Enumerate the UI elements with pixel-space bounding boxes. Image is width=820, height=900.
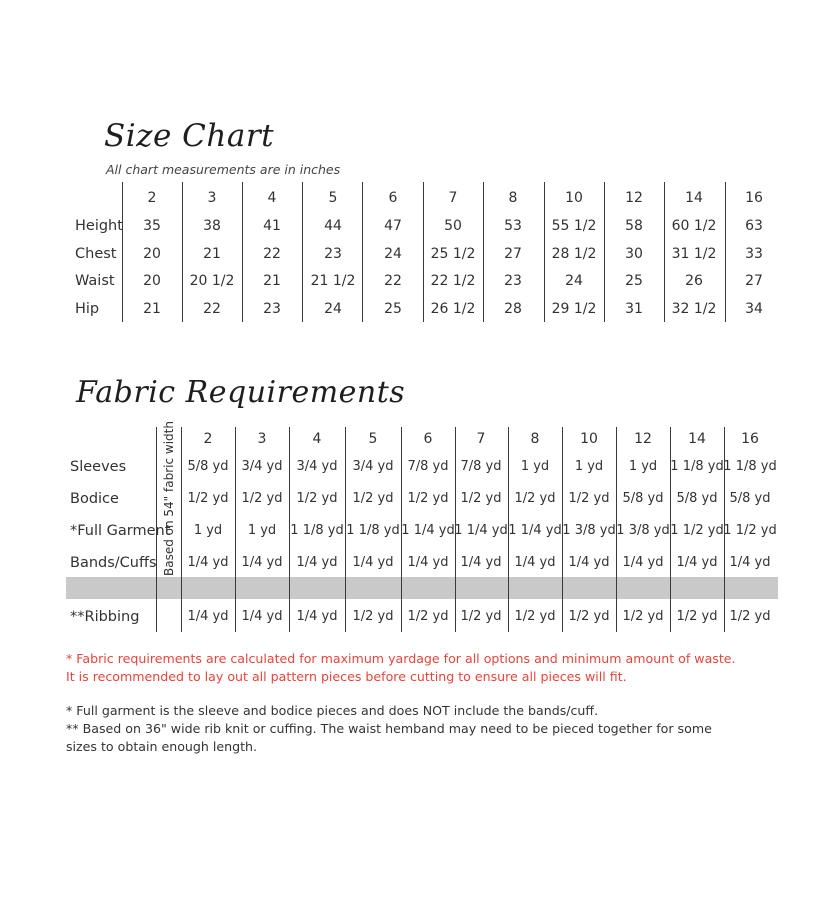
fabric-size-header: 14: [688, 431, 706, 447]
fabric-cell: 1/4 yd: [460, 555, 502, 570]
size-cell: 44: [324, 218, 342, 234]
fabric-size-header: 7: [476, 431, 486, 447]
fabric-calc-note: * Fabric requirements are calculated for maximum yardage for all options and minimum amount of waste. It is recommended to lay out all pattern pieces before cutting to ensure all pieces will fit.: [66, 651, 736, 684]
size-column-divider: [725, 182, 726, 322]
size-cell: 21 1/2: [310, 273, 356, 289]
size-row-label: Chest: [75, 246, 117, 262]
fabric-cell: 5/8 yd: [187, 459, 229, 474]
fabric-cell: 1/4 yd: [568, 555, 610, 570]
fabric-cell: 1 1/8 yd: [723, 459, 777, 474]
fabric-cell: 1/2 yd: [296, 491, 338, 506]
size-cell: 20: [143, 246, 161, 262]
size-cell: 22: [384, 273, 402, 289]
ribbing-cell: 1/4 yd: [187, 609, 229, 624]
size-cell: 28 1/2: [551, 246, 597, 262]
size-row-label: Height: [75, 218, 123, 234]
ribbing-cell: 1/4 yd: [241, 609, 283, 624]
fabric-size-header: 6: [423, 431, 433, 447]
fabric-column-divider: [181, 427, 182, 632]
fabric-cell: 7/8 yd: [460, 459, 502, 474]
fabric-row-label: Sleeves: [70, 459, 127, 475]
size-cell: 28: [504, 301, 522, 317]
fabric-cell: 1 yd: [520, 459, 550, 474]
ribbing-cell: 1/2 yd: [729, 609, 771, 624]
fabric-cell: 1 3/8 yd: [562, 523, 616, 538]
size-cell: 26 1/2: [430, 301, 476, 317]
size-cell: 20: [143, 273, 161, 289]
fabric-cell: 1/4 yd: [296, 555, 338, 570]
size-cell: 29 1/2: [551, 301, 597, 317]
fabric-cell: 1 1/2 yd: [670, 523, 724, 538]
size-cell: 21: [143, 301, 161, 317]
fabric-cell: 1/2 yd: [352, 491, 394, 506]
fabric-cell: 1 yd: [193, 523, 223, 538]
fabric-cell: 1 1/8 yd: [290, 523, 344, 538]
fabric-size-header: 10: [580, 431, 598, 447]
fabric-cell: 7/8 yd: [407, 459, 449, 474]
size-column-divider: [302, 182, 303, 322]
fabric-row-label: Bands/Cuffs: [70, 555, 157, 571]
fabric-size-header: 5: [368, 431, 378, 447]
fabric-cell: 3/4 yd: [296, 459, 338, 474]
fabric-cell: 1 1/2 yd: [723, 523, 777, 538]
ribbing-cell: 1/4 yd: [296, 609, 338, 624]
size-cell: 26: [685, 273, 703, 289]
size-cell: 31 1/2: [671, 246, 717, 262]
fabric-cell: 1 1/4 yd: [454, 523, 508, 538]
size-cell: 50: [444, 218, 462, 234]
size-cell: 20 1/2: [189, 273, 235, 289]
size-cell: 35: [143, 218, 161, 234]
fabric-size-header: 4: [312, 431, 322, 447]
fabric-cell: 1 3/8 yd: [616, 523, 670, 538]
size-cell: 32 1/2: [671, 301, 717, 317]
fabric-cell: 1/2 yd: [241, 491, 283, 506]
size-cell: 24: [324, 301, 342, 317]
fabric-cell: 1 1/8 yd: [670, 459, 724, 474]
size-cell: 55 1/2: [551, 218, 597, 234]
size-cell: 25: [384, 301, 402, 317]
size-cell: 53: [504, 218, 522, 234]
fabric-cell: 5/8 yd: [676, 491, 718, 506]
ribbing-cell: 1/2 yd: [407, 609, 449, 624]
size-header: 5: [328, 190, 338, 206]
fabric-cell: 1/2 yd: [407, 491, 449, 506]
fabric-cell: 1 yd: [247, 523, 277, 538]
size-cell: 24: [384, 246, 402, 262]
full-garment-note: * Full garment is the sleeve and bodice pieces and does NOT include the bands/cuff.: [66, 703, 599, 718]
ribbing-cell: 1/2 yd: [460, 609, 502, 624]
size-column-divider: [242, 182, 243, 322]
size-column-divider: [664, 182, 665, 322]
fabric-cell: 1 yd: [574, 459, 604, 474]
fabric-width-label: Based on 54" fabric width: [162, 421, 176, 576]
size-header: 6: [388, 190, 398, 206]
size-column-divider: [604, 182, 605, 322]
fabric-size-header: 16: [741, 431, 759, 447]
fabric-row-label: *Full Garment: [70, 523, 171, 539]
ribbing-note: ** Based on 36" wide rib knit or cuffing. The waist hemband may need to be pieced together for some sizes to obtain enough length.: [66, 721, 712, 754]
size-cell: 22: [203, 301, 221, 317]
size-row-label: Hip: [75, 301, 100, 317]
size-header: 4: [267, 190, 277, 206]
fabric-cell: 1 1/8 yd: [346, 523, 400, 538]
ribbing-cell: 1/2 yd: [514, 609, 556, 624]
fabric-size-header: 12: [634, 431, 652, 447]
size-cell: 23: [324, 246, 342, 262]
fabric-column-divider: [235, 427, 236, 632]
size-column-divider: [182, 182, 183, 322]
fabric-cell: 1/4 yd: [676, 555, 718, 570]
ribbing-cell: 1/2 yd: [568, 609, 610, 624]
fabric-requirements-title: Fabric Requirements: [76, 375, 406, 410]
ribbing-row-label: **Ribbing: [70, 609, 140, 625]
size-cell: 31: [625, 301, 643, 317]
size-cell: 25: [625, 273, 643, 289]
fabric-cell: 1/2 yd: [514, 491, 556, 506]
size-cell: 38: [203, 218, 221, 234]
size-chart-title: Size Chart: [104, 118, 275, 154]
fabric-row-label: Bodice: [70, 491, 119, 507]
size-header: 8: [508, 190, 518, 206]
size-cell: 34: [745, 301, 763, 317]
size-header: 12: [625, 190, 643, 206]
size-cell: 23: [504, 273, 522, 289]
fabric-size-header: 2: [203, 431, 213, 447]
separator-band: [66, 577, 778, 599]
size-column-divider: [544, 182, 545, 322]
fabric-cell: 1 yd: [628, 459, 658, 474]
size-cell: 47: [384, 218, 402, 234]
size-header: 10: [565, 190, 583, 206]
ribbing-cell: 1/2 yd: [676, 609, 718, 624]
fabric-cell: 1/4 yd: [187, 555, 229, 570]
fabric-cell: 1/4 yd: [241, 555, 283, 570]
size-header: 14: [685, 190, 703, 206]
size-cell: 58: [625, 218, 643, 234]
size-cell: 23: [263, 301, 281, 317]
fabric-cell: 5/8 yd: [729, 491, 771, 506]
size-column-divider: [122, 182, 123, 322]
size-column-divider: [423, 182, 424, 322]
fabric-cell: 1/2 yd: [187, 491, 229, 506]
ribbing-cell: 1/2 yd: [352, 609, 394, 624]
fabric-size-header: 3: [257, 431, 267, 447]
fabric-cell: 1/4 yd: [729, 555, 771, 570]
fabric-cell: 5/8 yd: [622, 491, 664, 506]
fabric-cell: 3/4 yd: [241, 459, 283, 474]
size-cell: 22: [263, 246, 281, 262]
fabric-cell: 1/4 yd: [622, 555, 664, 570]
size-header: 2: [147, 190, 157, 206]
fabric-cell: 1/4 yd: [407, 555, 449, 570]
size-column-divider: [483, 182, 484, 322]
fabric-size-header: 8: [530, 431, 540, 447]
size-cell: 41: [263, 218, 281, 234]
size-cell: 21: [263, 273, 281, 289]
size-cell: 33: [745, 246, 763, 262]
size-header: 7: [448, 190, 458, 206]
fabric-cell: 1/2 yd: [568, 491, 610, 506]
size-cell: 25 1/2: [430, 246, 476, 262]
size-row-label: Waist: [75, 273, 115, 289]
size-header: 3: [207, 190, 217, 206]
fabric-cell: 1 1/4 yd: [508, 523, 562, 538]
fabric-cell: 1/2 yd: [460, 491, 502, 506]
size-cell: 22 1/2: [430, 273, 476, 289]
fabric-cell: 1/4 yd: [352, 555, 394, 570]
size-cell: 27: [504, 246, 522, 262]
size-cell: 60 1/2: [671, 218, 717, 234]
size-cell: 24: [565, 273, 583, 289]
size-cell: 30: [625, 246, 643, 262]
size-cell: 21: [203, 246, 221, 262]
ribbing-cell: 1/2 yd: [622, 609, 664, 624]
size-header: 16: [745, 190, 763, 206]
size-column-divider: [362, 182, 363, 322]
size-chart-subtitle: All chart measurements are in inches: [106, 162, 341, 177]
fabric-cell: 1 1/4 yd: [401, 523, 455, 538]
fabric-cell: 3/4 yd: [352, 459, 394, 474]
size-cell: 27: [745, 273, 763, 289]
size-cell: 63: [745, 218, 763, 234]
fabric-cell: 1/4 yd: [514, 555, 556, 570]
